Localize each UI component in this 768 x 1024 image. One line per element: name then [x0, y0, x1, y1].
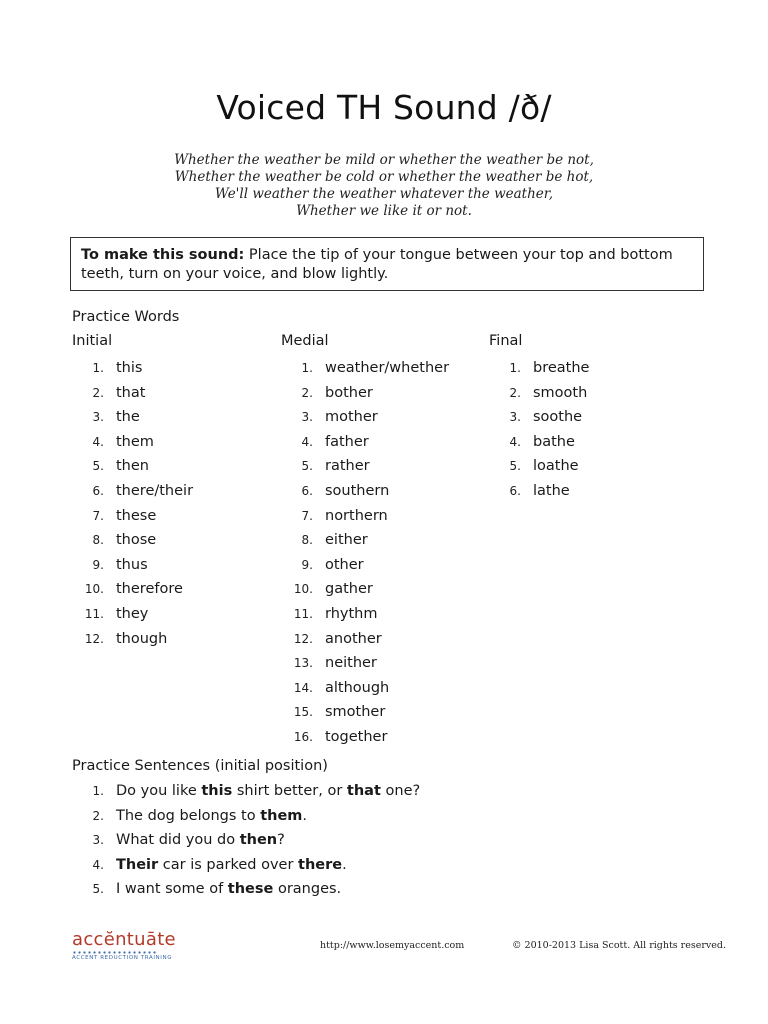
word-text: those	[116, 532, 157, 549]
item-number: 2.	[92, 385, 104, 400]
sentence-text: car is parked over	[158, 856, 299, 873]
target-word: that	[346, 783, 381, 799]
word-item	[289, 700, 449, 725]
word-item	[289, 356, 449, 381]
instruction-text: Place the tip of your tongue between your top and bottom teeth, turn on your voice, and blow lightly.	[81, 247, 673, 282]
sentence-text: .	[342, 856, 347, 873]
poem-line: Whether the weather be mild or whether the weather be not,	[174, 152, 594, 168]
item-number: 4.	[301, 434, 313, 449]
word-item	[80, 553, 193, 578]
word-text: father	[325, 433, 369, 450]
initial-word-list	[80, 356, 193, 651]
word-item	[289, 454, 449, 479]
item-number: 9.	[301, 557, 313, 572]
item-number: 5.	[92, 882, 104, 897]
poem-line: Whether the weather be cold or whether the weather be hot,	[174, 169, 594, 185]
word-text: thus	[116, 556, 148, 573]
item-number: 3.	[92, 833, 104, 848]
word-text: therefore	[116, 581, 183, 598]
initial-heading: Initial	[72, 333, 113, 349]
item-number: 5.	[509, 459, 521, 474]
item-number: 5.	[92, 459, 104, 474]
item-number: 2.	[301, 385, 313, 400]
word-item	[497, 405, 589, 430]
word-item	[289, 381, 449, 406]
word-item	[289, 725, 449, 750]
word-item	[497, 381, 589, 406]
sentence-text: ?	[277, 832, 285, 849]
word-item	[497, 356, 589, 381]
target-word: these	[227, 881, 274, 898]
sentence-item	[72, 877, 420, 902]
sentence-item	[72, 853, 420, 878]
target-word: then	[239, 832, 278, 849]
word-item	[497, 430, 589, 455]
sentence-item	[72, 804, 420, 829]
word-item	[289, 553, 449, 578]
item-number: 16.	[293, 729, 313, 744]
word-text: this	[116, 360, 143, 376]
instruction-label: To make this sound:	[81, 247, 245, 263]
word-text: smooth	[533, 384, 588, 401]
word-item	[289, 405, 449, 430]
item-number: 2.	[92, 808, 104, 823]
item-number: 10.	[293, 582, 313, 597]
item-number: 6.	[509, 483, 521, 498]
item-number: 4.	[509, 434, 521, 449]
sentence-text: one?	[380, 783, 421, 799]
word-text: southern	[325, 482, 390, 499]
word-item	[80, 528, 193, 553]
poem-line: We'll weather the weather whatever the weather,	[214, 186, 554, 202]
item-number: 11.	[293, 606, 313, 621]
word-text: bother	[325, 384, 373, 401]
item-number: 9.	[92, 557, 104, 572]
word-text: either	[325, 532, 368, 549]
item-number: 4.	[92, 434, 104, 449]
word-item	[80, 577, 193, 602]
sentence-text: What did you do	[116, 832, 240, 849]
item-number: 7.	[92, 508, 104, 523]
item-number: 6.	[92, 483, 104, 498]
item-number: 13.	[293, 656, 313, 671]
word-text: breathe	[533, 360, 590, 376]
instruction-box	[70, 237, 704, 291]
word-item	[80, 356, 193, 381]
medial-word-list	[289, 356, 449, 750]
word-text: other	[325, 556, 364, 573]
word-text: loathe	[533, 458, 579, 475]
item-number: 8.	[301, 533, 313, 548]
word-text: though	[116, 630, 168, 647]
item-number: 1.	[509, 361, 521, 375]
item-number: 3.	[509, 410, 521, 425]
final-heading: Final	[489, 333, 523, 349]
sentence-item	[72, 828, 420, 853]
item-number: 15.	[293, 705, 313, 720]
word-item	[80, 602, 193, 627]
item-number: 12.	[84, 631, 104, 646]
target-word: this	[201, 783, 233, 799]
target-word: there	[298, 856, 343, 873]
word-text: rather	[325, 458, 370, 475]
item-number: 1.	[301, 361, 313, 375]
logo-name: accĕntuāte	[72, 929, 176, 950]
sentence-text: .	[302, 807, 308, 824]
item-number: 10.	[84, 582, 104, 597]
word-text: together	[325, 728, 388, 745]
word-text: weather/whether	[325, 360, 450, 376]
logo-tagline: ACCENT REDUCTION TRAINING	[72, 955, 173, 961]
weather-poem	[0, 152, 768, 220]
item-number: 7.	[301, 508, 313, 523]
word-item	[289, 651, 449, 676]
sentence-text: The dog belongs to	[116, 807, 261, 824]
word-text: northern	[325, 507, 388, 524]
word-text: that	[116, 384, 146, 401]
word-text: the	[116, 409, 140, 426]
word-item	[80, 479, 193, 504]
footer-url[interactable]: http://www.losemyaccent.com	[320, 940, 465, 951]
item-number: 6.	[301, 483, 313, 498]
sentence-text: I want some of	[116, 881, 228, 898]
word-text: bathe	[533, 433, 575, 450]
word-item	[80, 504, 193, 529]
word-text: another	[325, 630, 382, 647]
item-number: 1.	[92, 784, 104, 798]
word-item	[289, 676, 449, 701]
item-number: 12.	[293, 631, 313, 646]
word-item	[80, 454, 193, 479]
word-text: smother	[325, 704, 386, 721]
target-word: Their	[116, 856, 159, 873]
practice-words-heading: Practice Words	[72, 309, 180, 325]
word-item	[289, 528, 449, 553]
final-word-list	[497, 356, 589, 504]
word-text: there/their	[116, 482, 194, 499]
word-text: them	[116, 433, 154, 450]
word-item	[80, 405, 193, 430]
sentence-list	[72, 779, 420, 902]
word-text: although	[325, 679, 390, 696]
word-item	[80, 381, 193, 406]
item-number: 14.	[293, 680, 313, 695]
item-number: 5.	[301, 459, 313, 474]
word-item	[289, 479, 449, 504]
word-text: these	[116, 507, 157, 524]
item-number: 3.	[92, 410, 104, 425]
sentence-text: oranges.	[273, 881, 342, 898]
word-text: neither	[325, 655, 377, 672]
sentence-text: shirt better, or	[232, 783, 347, 799]
word-text: gather	[325, 581, 373, 598]
footer-copyright: © 2010-2013 Lisa Scott. All rights reserved.	[512, 940, 726, 951]
item-number: 2.	[509, 385, 521, 400]
word-item	[289, 430, 449, 455]
word-item	[289, 504, 449, 529]
word-text: lathe	[533, 482, 570, 499]
logo-dots	[72, 951, 158, 954]
item-number: 8.	[92, 533, 104, 548]
word-item	[289, 602, 449, 627]
page-title: Voiced TH Sound /ð/	[216, 88, 552, 127]
poem-line: Whether we like it or not.	[296, 203, 472, 219]
practice-sentences-heading: Practice Sentences (initial position)	[72, 758, 328, 774]
word-item	[80, 627, 193, 652]
sentence-text: Do you like	[116, 783, 202, 799]
sentence-item	[72, 779, 420, 804]
word-text: they	[116, 605, 149, 622]
medial-heading: Medial	[281, 333, 329, 349]
target-word: them	[260, 807, 303, 824]
word-text: then	[116, 458, 149, 475]
word-text: soothe	[533, 409, 583, 426]
word-text: rhythm	[325, 605, 378, 622]
item-number: 1.	[92, 361, 104, 375]
item-number: 4.	[92, 857, 104, 872]
word-item	[289, 627, 449, 652]
item-number: 3.	[301, 410, 313, 425]
word-text: mother	[325, 409, 378, 426]
item-number: 11.	[84, 606, 104, 621]
word-item	[497, 454, 589, 479]
word-item	[497, 479, 589, 504]
accentuate-logo	[72, 930, 192, 961]
word-item	[289, 577, 449, 602]
word-item	[80, 430, 193, 455]
